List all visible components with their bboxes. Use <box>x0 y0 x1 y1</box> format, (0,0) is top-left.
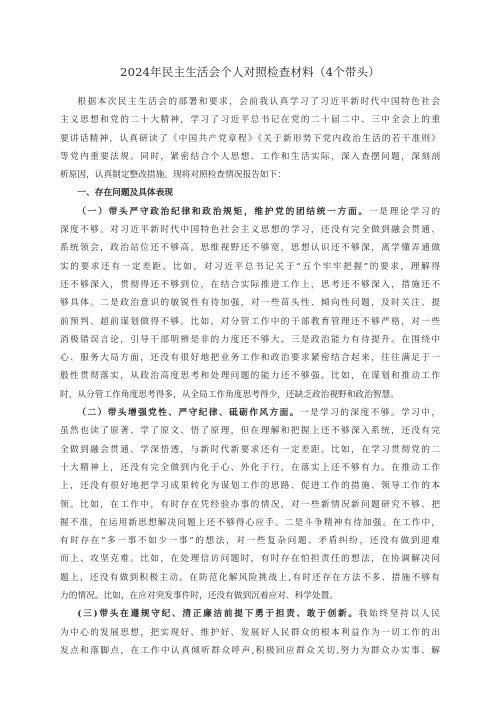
subsection-line: 十大精神上，还没有完全做到内化于心、外化于行，在落实上还不够有力。在推动工作 <box>60 462 440 473</box>
subsection-first-line <box>60 203 440 221</box>
subsection-line: 前预判、超前谋划做得不够。比如，对分管工作中的干部教育管理还不够严格，对一些 <box>60 316 440 327</box>
intro-line: 主义思想和党的二十大精神，学习了习近平总书记在党的二十届二中、三中全会上的重 <box>60 115 440 126</box>
subsection-line: 领。比如，在工作中，有时存在凭经验办事的情况，对一些新情况新问题研究不够、把 <box>60 499 440 510</box>
subsection-line: 般性贯彻落实，从政治高度思考和处理问题的能力还不够强。比如，在谋划和推动工作 <box>60 371 440 382</box>
subsection-line: 实的要求还有一定差距。比如，对习近平总书记关于“五个牢牢把握”的要求，理解得 <box>60 261 440 272</box>
intro-line: 析原因，认真制定整改措施。现将对照检查情况报告如下： <box>60 170 286 181</box>
subsection-line: 消极错误言论，引导干部明辨是非的力度还不够大。三是政治能力有待提升。在围绕中 <box>60 334 440 345</box>
subsection-first-line <box>60 404 440 422</box>
document-body <box>60 93 440 660</box>
subsection-line: 题上，还没有做到积极主动。在防范化解风险挑战上,有时还存在方法不多、措施不够有 <box>60 572 440 583</box>
subsection-line: 力的情况。比如，在应对突发事件时，还没有做到沉着应对、科学处置。 <box>60 591 338 602</box>
subsection-2 <box>60 404 440 605</box>
intro-paragraph <box>60 93 440 184</box>
subsection-line: 够具体。二是政治意识的敏锐性有待加强，对一些苗头性、倾向性问题，及时关注、提 <box>60 298 440 309</box>
subsection-line: 握不准，在运用新思想解决问题上还不够得心应手。二是斗争精神有待加强。在工作中， <box>60 517 440 528</box>
subsection-line: 而上、攻坚克难。比如，在处理信访问题时，有时存在怕担责任的想法，在协调解决问 <box>60 554 440 565</box>
document-title: 2024年民主生活会个人对照检查材料（4个带头） <box>120 65 380 79</box>
subsection-first-tail: 一是理论学习的 <box>368 206 441 217</box>
subsection-first-tail: 我始终坚持以人民 <box>358 609 440 620</box>
subsection-line: 上，还没有很好地把学习成果转化为谋划工作的思路、促进工作的措施、领导工作的本 <box>60 481 440 492</box>
subsection-lead: （二）带头增强党性、严守纪律、砥砺作风方面。 <box>77 408 300 419</box>
intro-line: 根据本次民主生活会的部署和要求，会前我认真学习了习近平新时代中国特色社会 <box>77 97 440 107</box>
section-heading: 一、存在问题及具体表现 <box>77 188 173 199</box>
subsection-first-line <box>60 605 440 623</box>
subsection-line: 深度不够。对习近平新时代中国特色社会主义思想的学习，还没有完全做到融会贯通、 <box>60 225 440 236</box>
subsection-line: 全做到融会贯通、学深悟透，与新时代新要求还有一定差距。比如，在学习贯彻党的二 <box>60 444 440 455</box>
intro-line: 等党内重要法规。同时，紧密结合个人思想、工作和生活实际，深入查摆问题，深刻剖 <box>60 151 440 162</box>
subsection-lead: (三)带头在遵规守纪、清正廉洁前提下勇于担责、敢于创新。 <box>77 609 359 620</box>
subsection-line: 虽然也读了原著、学了原文、悟了原理，但在理解和把握上还不够深入系统，还没有完 <box>60 426 440 437</box>
subsection-line: 时，从分管工作角度思考得多，从全局工作角度思考得少，还缺乏政治视野和政治智慧。 <box>60 389 399 400</box>
subsection-line: 系统领会，政治站位还不够高，思维视野还不够宽，思想认识还不够深，离学懂弄通做 <box>60 243 440 254</box>
subsection-line: 为中心的发展思想，把实现好、维护好、发展好人民群众的根本利益作为一切工作的出 <box>60 627 440 638</box>
subsection-1 <box>60 203 440 404</box>
subsection-first-tail: 一是学习的深度不够。学习中， <box>299 408 441 419</box>
subsection-line: 心、服务大局方面，还没有很好地把业务工作和政治要求紧密结合起来，往往满足于一 <box>60 353 440 364</box>
subsection-3 <box>60 605 440 660</box>
intro-line: 要讲话精神，认真研读了《中国共产党章程》《关于新形势下党内政治生活的若干准则》 <box>60 133 440 144</box>
subsection-line: 还不够深入，贯彻得还不够到位，在结合实际推进工作上，思考还不够深入，措施还不 <box>60 279 440 290</box>
subsection-line: 发点和落脚点，在工作中认真倾听群众呼声,积极回应群众关切,努力为群众办实事、解 <box>60 645 440 656</box>
subsection-line: 有时存在“多一事不如少一事”的想法，对一些复杂问题、矛盾纠纷，还没有做到迎难 <box>60 536 440 547</box>
subsection-lead: （一）带头严守政治纪律和政治规矩，维护党的团结统一方面。 <box>77 206 369 217</box>
